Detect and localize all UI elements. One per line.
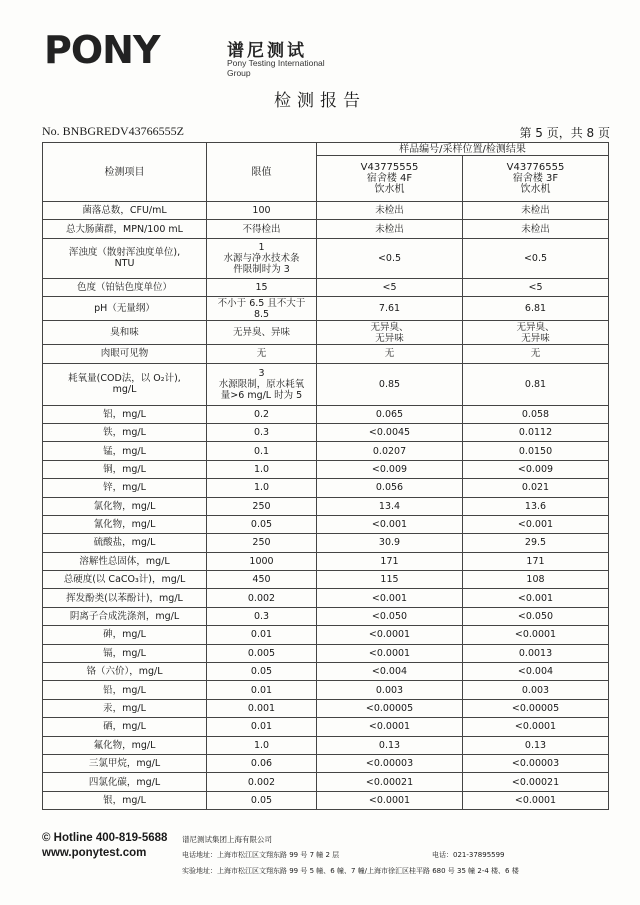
company-name: 谱尼测试集团上海有限公司	[182, 835, 272, 844]
cell-result-1: 0.003	[317, 681, 463, 699]
cell-limit: 100	[207, 202, 317, 220]
cell-result-1: <0.00003	[317, 754, 463, 772]
cell-result-2: 未检出	[463, 220, 609, 238]
cell-result-1: <5	[317, 278, 463, 296]
cell-result-2: <0.00021	[463, 773, 609, 791]
cell-item: 硒，mg/L	[43, 718, 207, 736]
table-row	[43, 363, 609, 405]
table-row	[43, 644, 609, 662]
cell-item: 硫酸盐，mg/L	[43, 534, 207, 552]
table-row	[43, 460, 609, 478]
cell-result-1: 无	[317, 345, 463, 363]
cell-result-2: <0.001	[463, 589, 609, 607]
table-row	[43, 345, 609, 363]
cell-item: 铁，mg/L	[43, 423, 207, 441]
results-table	[42, 142, 609, 810]
table-row	[43, 297, 609, 321]
cell-result-1: 0.0207	[317, 442, 463, 460]
cell-item: 砷，mg/L	[43, 626, 207, 644]
cell-item: 铅，mg/L	[43, 681, 207, 699]
cell-result-2: 0.13	[463, 736, 609, 754]
cell-result-1: <0.001	[317, 589, 463, 607]
cell-result-1: <0.00005	[317, 699, 463, 717]
cell-result-2: 171	[463, 552, 609, 570]
cell-item: 铜，mg/L	[43, 460, 207, 478]
cell-item: 锰，mg/L	[43, 442, 207, 460]
table-row	[43, 571, 609, 589]
cell-result-2: <0.001	[463, 515, 609, 533]
table-row	[43, 754, 609, 772]
cell-result-1: 0.065	[317, 405, 463, 423]
cell-result-2: <0.0001	[463, 718, 609, 736]
table-row	[43, 497, 609, 515]
cell-result-1: <0.5	[317, 238, 463, 278]
cell-item: pH（无量纲）	[43, 297, 207, 321]
cell-result-2: 0.003	[463, 681, 609, 699]
cell-limit: 0.01	[207, 681, 317, 699]
cell-item: 阴离子合成洗涤剂，mg/L	[43, 607, 207, 625]
report-number: No. BNBGREDV43766555Z	[42, 124, 185, 138]
cell-limit: 1 水源与净水技术条 件限制时为 3	[207, 238, 317, 278]
table-row	[43, 681, 609, 699]
table-row	[43, 423, 609, 441]
header-sample-2: V43776555 宿舍楼 3F 饮水机	[463, 156, 609, 202]
page-indicator: 第 5 页，共 8 页	[519, 126, 610, 140]
cell-result-2: <0.050	[463, 607, 609, 625]
cell-limit: 250	[207, 534, 317, 552]
office-address: 电话地址：上海市松江区文翔东路 99 号 7 幢 2 层	[182, 851, 340, 859]
table-row	[43, 515, 609, 533]
report-title: 检测报告	[274, 91, 366, 111]
hotline-text: Hotline 400-819-5688	[53, 832, 168, 844]
cell-item: 铬（六价），mg/L	[43, 663, 207, 681]
cell-item: 臭和味	[43, 321, 207, 345]
cell-limit: 1000	[207, 552, 317, 570]
hotline: © Hotline 400-819-5688	[42, 832, 168, 844]
table-row	[43, 405, 609, 423]
cell-item: 三氯甲烷，mg/L	[43, 754, 207, 772]
cell-limit: 1.0	[207, 479, 317, 497]
cell-result-2: <0.5	[463, 238, 609, 278]
cell-item: 总大肠菌群，MPN/100 mL	[43, 220, 207, 238]
cell-limit: 不小于 6.5 且不大于 8.5	[207, 297, 317, 321]
cell-item: 四氯化碳，mg/L	[43, 773, 207, 791]
cell-result-2: <0.004	[463, 663, 609, 681]
cell-result-2: <5	[463, 278, 609, 296]
cell-item: 氯化物，mg/L	[43, 497, 207, 515]
cell-result-2: <0.00003	[463, 754, 609, 772]
table-row	[43, 220, 609, 238]
cell-result-2: <0.0001	[463, 791, 609, 809]
cell-result-1: <0.0001	[317, 626, 463, 644]
cell-result-2: <0.00005	[463, 699, 609, 717]
cell-limit: 0.002	[207, 589, 317, 607]
cell-item: 菌落总数，CFU/mL	[43, 202, 207, 220]
cell-item: 镉，mg/L	[43, 644, 207, 662]
table-row	[43, 607, 609, 625]
cell-result-2: 0.0013	[463, 644, 609, 662]
cell-result-1: <0.004	[317, 663, 463, 681]
cell-limit: 250	[207, 497, 317, 515]
table-row	[43, 736, 609, 754]
cell-limit: 450	[207, 571, 317, 589]
cell-limit: 0.001	[207, 699, 317, 717]
cell-result-2: 0.021	[463, 479, 609, 497]
cell-result-2: <0.0001	[463, 626, 609, 644]
cell-item: 挥发酚类(以苯酚计)，mg/L	[43, 589, 207, 607]
cell-result-1: 未检出	[317, 202, 463, 220]
cell-result-1: 7.61	[317, 297, 463, 321]
header-item: 检测项目	[43, 143, 207, 202]
cell-result-2: 无异臭、 无异味	[463, 321, 609, 345]
cell-result-2: 未检出	[463, 202, 609, 220]
cell-result-1: <0.0001	[317, 791, 463, 809]
cell-result-2: <0.009	[463, 460, 609, 478]
cell-result-2: 无	[463, 345, 609, 363]
header-results: 样品编号/采样位置/检测结果	[317, 143, 609, 156]
table-row	[43, 552, 609, 570]
header-sample-1: V43775555 宿舍楼 4F 饮水机	[317, 156, 463, 202]
company-logo	[44, 30, 344, 76]
brand-name-cn: 谱尼测试	[227, 41, 307, 61]
table-row	[43, 278, 609, 296]
table-row	[43, 589, 609, 607]
cell-limit: 1.0	[207, 736, 317, 754]
cell-item: 浑浊度（散射浑浊度单位), NTU	[43, 238, 207, 278]
table-row	[43, 321, 609, 345]
table-row	[43, 534, 609, 552]
cell-result-2: 108	[463, 571, 609, 589]
table-row	[43, 791, 609, 809]
cell-item: 银，mg/L	[43, 791, 207, 809]
cell-limit: 0.3	[207, 423, 317, 441]
cell-limit: 不得检出	[207, 220, 317, 238]
cell-result-1: 171	[317, 552, 463, 570]
website: www.ponytest.com	[42, 847, 147, 859]
cell-limit: 0.05	[207, 663, 317, 681]
cell-result-1: 13.4	[317, 497, 463, 515]
table-row	[43, 773, 609, 791]
cell-result-1: 30.9	[317, 534, 463, 552]
cell-item: 氟化物，mg/L	[43, 736, 207, 754]
table-row	[43, 479, 609, 497]
brand-name-en: Pony Testing International Group	[227, 58, 325, 78]
cell-limit: 15	[207, 278, 317, 296]
cell-result-1: <0.009	[317, 460, 463, 478]
lab-address: 实验地址：上海市松江区文翔东路 99 号 5 幢、6 幢、7 幢/上海市徐汇区桂平路 680 号 35 幢 2-4 楼、6 楼	[182, 867, 519, 875]
cell-item: 锌，mg/L	[43, 479, 207, 497]
table-row	[43, 202, 609, 220]
cell-item: 色度（铂钴色度单位）	[43, 278, 207, 296]
cell-limit: 无	[207, 345, 317, 363]
cell-item: 氰化物，mg/L	[43, 515, 207, 533]
cell-result-1: <0.00021	[317, 773, 463, 791]
table-row	[43, 442, 609, 460]
cell-result-2: 0.0150	[463, 442, 609, 460]
cell-result-1: 0.13	[317, 736, 463, 754]
cell-result-1: 无异臭、 无异味	[317, 321, 463, 345]
cell-item: 溶解性总固体，mg/L	[43, 552, 207, 570]
cell-limit: 0.05	[207, 791, 317, 809]
cell-item: 汞，mg/L	[43, 699, 207, 717]
cell-result-1: <0.050	[317, 607, 463, 625]
cell-result-2: 13.6	[463, 497, 609, 515]
cell-result-1: 0.85	[317, 363, 463, 405]
cell-limit: 0.01	[207, 718, 317, 736]
cell-result-1: <0.0001	[317, 644, 463, 662]
cell-limit: 0.2	[207, 405, 317, 423]
table-row	[43, 718, 609, 736]
cell-result-1: <0.001	[317, 515, 463, 533]
cell-result-1: 0.056	[317, 479, 463, 497]
table-row	[43, 626, 609, 644]
table-row	[43, 238, 609, 278]
cell-result-2: 0.81	[463, 363, 609, 405]
cell-limit: 0.1	[207, 442, 317, 460]
cell-item: 耗氧量(COD法，以 O₂计), mg/L	[43, 363, 207, 405]
cell-limit: 0.002	[207, 773, 317, 791]
cell-limit: 3 水源限制，原水耗氧 量>6 mg/L 时为 5	[207, 363, 317, 405]
table-row	[43, 699, 609, 717]
cell-limit: 0.01	[207, 626, 317, 644]
cell-result-1: 未检出	[317, 220, 463, 238]
cell-result-2: 0.0112	[463, 423, 609, 441]
cell-result-2: 29.5	[463, 534, 609, 552]
cell-result-1: 115	[317, 571, 463, 589]
table-row	[43, 663, 609, 681]
cell-item: 总硬度(以 CaCO₃计)，mg/L	[43, 571, 207, 589]
cell-item: 铝，mg/L	[43, 405, 207, 423]
cell-limit: 0.005	[207, 644, 317, 662]
cell-limit: 0.3	[207, 607, 317, 625]
cell-result-2: 0.058	[463, 405, 609, 423]
cell-item: 肉眼可见物	[43, 345, 207, 363]
cell-result-2: 6.81	[463, 297, 609, 321]
cell-result-1: <0.0001	[317, 718, 463, 736]
cell-limit: 1.0	[207, 460, 317, 478]
telephone: 电话：021-37895599	[432, 851, 505, 859]
cell-limit: 0.06	[207, 754, 317, 772]
header-limit: 限值	[207, 143, 317, 202]
cell-result-1: <0.0045	[317, 423, 463, 441]
cell-limit: 无异臭、异味	[207, 321, 317, 345]
logo-wordmark: PONY	[44, 28, 160, 72]
cell-limit: 0.05	[207, 515, 317, 533]
